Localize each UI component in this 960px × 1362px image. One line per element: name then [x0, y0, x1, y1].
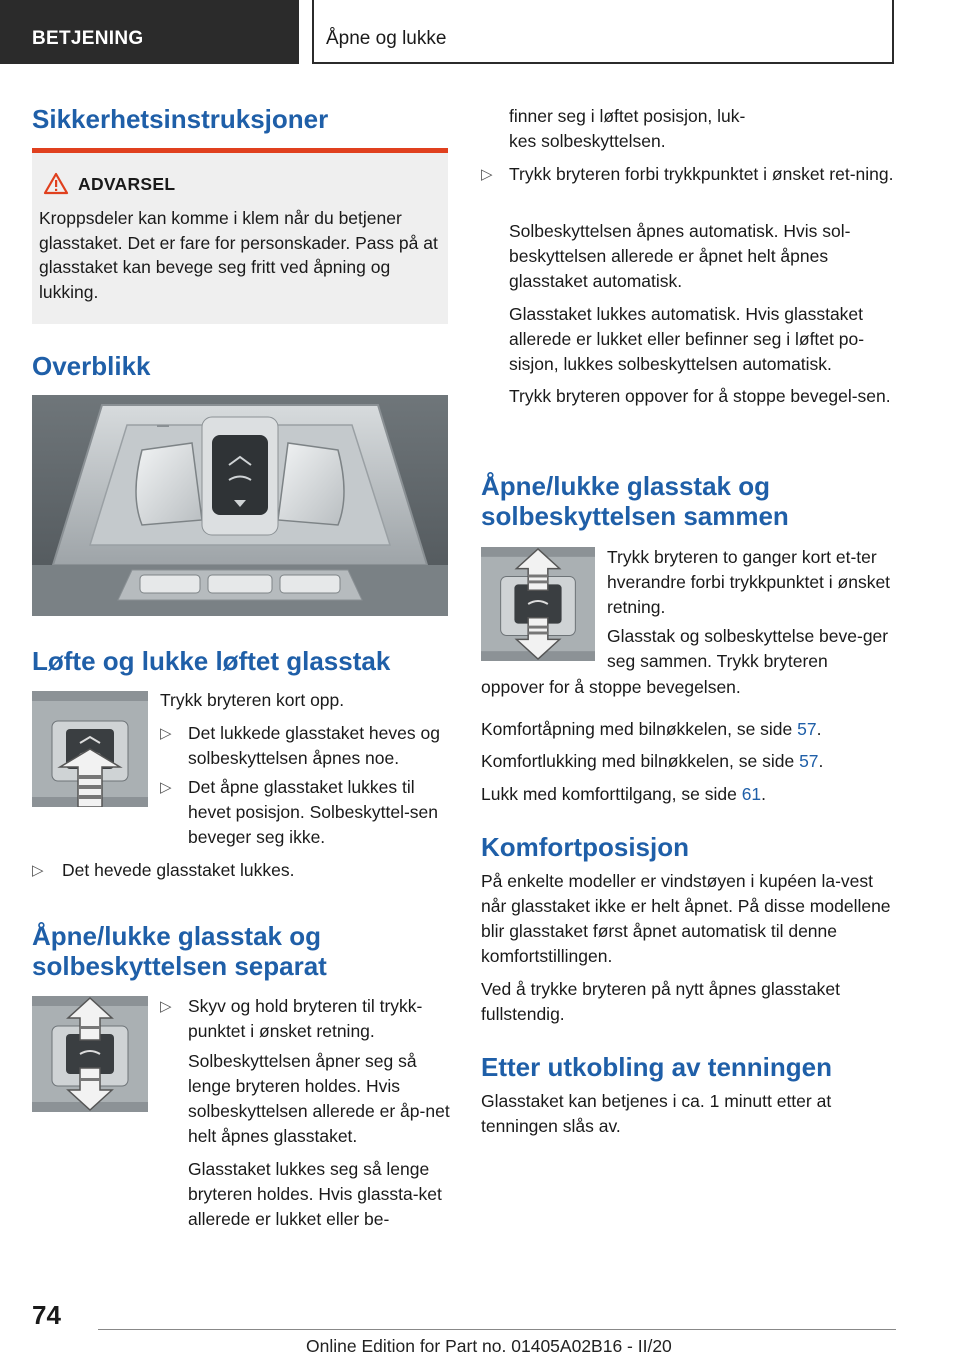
together-para-2b: oppover for å stoppe bevegelsen. [481, 677, 741, 697]
page-link-57[interactable]: 57 [799, 751, 819, 771]
reference-comfort-close [481, 749, 895, 774]
switch-image-lift [32, 691, 148, 807]
together-para-2a: Glasstak og solbeskyttelse beve-ger seg sammen. Trykk bryteren [607, 626, 889, 671]
heading-after-ignition: Etter utkobling av tenningen [481, 1052, 833, 1082]
together-para-1: Trykk bryteren to ganger kort et-ter hverandre forbi trykkpunktet i ønsket retning. [607, 547, 891, 617]
heading-comfort-position: Komfortposisjon [481, 832, 689, 862]
switch-image-separate [32, 996, 148, 1112]
reference-text: Lukk med komforttilgang, se side [481, 784, 742, 804]
page-link-61[interactable]: 61 [741, 784, 762, 804]
warning-bar [32, 148, 448, 153]
bullet-marker-icon: ▷ [481, 166, 493, 183]
footer-edition: Online Edition for Part no. 01405A02B16 - II/20 [306, 1336, 672, 1356]
right-para-2: Glasstaket lukkes automatisk. Hvis glasstaket allerede er lukket eller befinner seg i løftet po-sisjon, lukkes solbeskyttelsen automatisk. [509, 304, 865, 374]
right-bullet-1-text: Trykk bryteren forbi trykkpunktet i ønsket ret-ning. [509, 164, 894, 184]
lift-bullet-3-text: Det hevede glasstaket lukkes. [62, 860, 295, 880]
period: . [816, 719, 822, 739]
separate-bullet-1 [160, 994, 450, 1044]
header-chapter-label: Åpne og lukke [326, 28, 447, 49]
period: . [761, 784, 767, 804]
warning-box [32, 148, 448, 324]
overview-photo [32, 395, 448, 616]
heading-together: Åpne/lukke glasstak og solbeskyttelsen sammen [481, 471, 789, 531]
reference-text: Komfortåpning med bilnøkkelen, se side [481, 719, 798, 739]
comfort-para-1: På enkelte modeller er vindstøyen i kupéen la-vest når glasstaket ikke er helt åpnet. På disse modellene blir glasstaket først åpnet automatisk til denne komfortstillingen. [481, 871, 891, 966]
warning-title: ADVARSEL [78, 174, 176, 194]
lift-bullet-3 [32, 858, 448, 883]
lift-bullet-1 [160, 721, 450, 771]
bullet-marker-icon: ▷ [32, 862, 44, 879]
right-para-1: Solbeskyttelsen åpnes automatisk. Hvis sol-beskyttelsen allerede er åpnet helt åpnes glasstaket automatisk. [509, 221, 851, 291]
comfort-para-2: Ved å trykke bryteren på nytt åpnes glasstaket fullstendig. [481, 979, 840, 1024]
right-continuation: finner seg i løftet posisjon, luk-kes solbeskyttelsen. [509, 106, 746, 151]
header-chapter-tab [312, 0, 894, 64]
lift-intro: Trykk bryteren kort opp. [160, 690, 345, 710]
page-link-57[interactable]: 57 [797, 719, 817, 739]
heading-separate: Åpne/lukke glasstak og solbeskyttelsen separat [32, 921, 327, 981]
lift-bullet-2-text: Det åpne glasstaket lukkes til hevet posisjon. Solbeskyttel-sen beveger seg ikke. [188, 777, 438, 847]
reference-text: Komfortlukking med bilnøkkelen, se side [481, 751, 800, 771]
bullet-marker-icon: ▷ [160, 998, 172, 1015]
footer-divider [98, 1329, 896, 1330]
lift-bullet-1-text: Det lukkede glasstaket heves og solbeskyttelsen åpnes noe. [188, 723, 440, 768]
period: . [818, 751, 824, 771]
switch-image-together [481, 546, 595, 662]
header-section-tab [0, 0, 299, 64]
right-para-3: Trykk bryteren oppover for å stoppe bevegel-sen. [509, 386, 891, 406]
separate-para-1: Solbeskyttelsen åpner seg så lenge bryteren holdes. Hvis solbeskyttelsen allerede er åp-net helt åpnes glasstaket. [188, 1051, 450, 1146]
header-section-label: BETJENING [32, 28, 144, 49]
reference-comfort-open [481, 717, 895, 742]
separate-bullet-1-text: Skyv og hold bryteren til trykk-punktet i ønsket retning. [188, 996, 423, 1041]
warning-triangle-icon [43, 172, 69, 195]
bullet-marker-icon: ▷ [160, 779, 172, 796]
heading-safety: Sikkerhetsinstruksjoner [32, 104, 329, 134]
page-number: 74 [32, 1300, 61, 1330]
after-ignition-para: Glasstaket kan betjenes i ca. 1 minutt etter at tenningen slås av. [481, 1091, 832, 1136]
bullet-marker-icon: ▷ [160, 725, 172, 742]
separate-para-2: Glasstaket lukkes seg så lenge bryteren holdes. Hvis glassta-ket allerede er lukket eller be- [188, 1159, 442, 1229]
right-bullet-1 [481, 162, 895, 187]
heading-overview: Overblikk [32, 351, 151, 381]
reference-comfort-access [481, 782, 895, 807]
warning-text: Kroppsdeler kan komme i klem når du betjener glasstaket. Det er fare for personskader. Pass på at glasstaket kan bevege seg fritt ved åpning og lukking. [39, 208, 438, 302]
heading-lift: Løfte og lukke løftet glasstak [32, 646, 391, 676]
lift-bullet-2 [160, 775, 450, 850]
